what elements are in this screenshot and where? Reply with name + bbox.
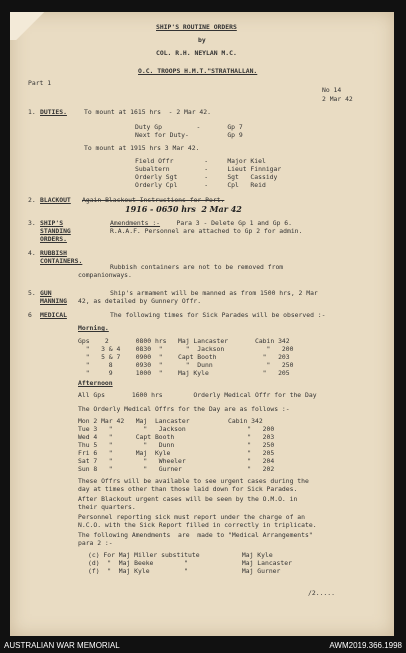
document-title: SHIP'S ROUTINE ORDERS bbox=[156, 23, 237, 31]
section-6-number: 6 bbox=[28, 311, 32, 319]
section-4-title-1: RUBBISH bbox=[40, 249, 67, 257]
rubbish-line-2: companionways. bbox=[78, 271, 132, 279]
part-number: Part 1 bbox=[28, 79, 52, 87]
section-4-number: 4. bbox=[28, 249, 36, 257]
gun-line-2: 42, as detailed by Gunnery Offr. bbox=[78, 297, 202, 305]
section-3-title-3: ORDERS. bbox=[40, 235, 67, 243]
medical-para-8: para 2 :- bbox=[78, 539, 113, 547]
orderly-row: Thu 5 " " Dunn " 250 bbox=[78, 441, 275, 449]
amendment-line-1: Para 3 - Delete Gp 1 and Gp 6. bbox=[165, 219, 292, 227]
medical-para-6: N.C.O. with the Sick Report filled in correctly in triplicate. bbox=[78, 521, 317, 529]
medical-intro: The following times for Sick Parades will be observed :- bbox=[110, 311, 326, 319]
medical-para-7: The following Amendments are made to "Medical Arrangements" bbox=[78, 531, 313, 539]
medical-para-3: After Blackout urgent cases will be seen by the O.M.O. in bbox=[78, 495, 298, 503]
duties-mount-2: To mount at 1915 hrs 3 Mar 42. bbox=[84, 144, 200, 152]
order-number: No 14 bbox=[322, 86, 342, 94]
morning-heading: Morning. bbox=[78, 324, 109, 332]
duty-group: Duty Gp - Gp 7 bbox=[135, 123, 243, 131]
section-5-title-1: GUN bbox=[40, 289, 52, 297]
amendment-row: (c) For Maj Miller substitute Maj Kyle bbox=[88, 551, 273, 559]
section-3-title-2: STANDING bbox=[40, 227, 71, 235]
morning-row: " 9 1000 " Maj Kyle " 205 bbox=[78, 369, 290, 377]
section-1-title: DUTIES. bbox=[40, 108, 67, 116]
orderly-row: Tue 3 " " Jackson " 200 bbox=[78, 425, 275, 433]
section-2-number: 2. bbox=[28, 196, 36, 204]
section-5-title-2: MANNING bbox=[40, 297, 67, 305]
archive-reference: AWM2019.366.1998 bbox=[329, 641, 402, 650]
rubbish-line-1: Rubbish containers are not to be removed from bbox=[110, 263, 284, 271]
oc-troops-line: O.C. TROOPS H.M.T."STRATHALLAN. bbox=[138, 67, 258, 75]
document-page bbox=[10, 12, 394, 636]
orderly-intro: The Orderly Medical Offrs for the Day are as follows :- bbox=[78, 405, 290, 413]
orderly-sgt: Orderly Sgt - Sgt Cassidy bbox=[135, 173, 278, 181]
orderly-row: Mon 2 Mar 42 Maj Lancaster Cabin 342 bbox=[78, 417, 263, 425]
folded-corner bbox=[10, 12, 52, 40]
amendment-line-2: R.A.A.F. Personnel are attached to Gp 2 for admin. bbox=[110, 227, 303, 235]
archive-name: AUSTRALIAN WAR MEMORIAL bbox=[4, 641, 120, 650]
section-4-title-2: CONTAINERS. bbox=[40, 257, 83, 265]
afternoon-heading: Afternoon bbox=[78, 379, 113, 387]
gun-line-1: Ship's armament will be manned as from 1500 hrs, 2 Mar bbox=[110, 289, 318, 297]
subaltern: Subaltern - Lieut Finnigar bbox=[135, 165, 282, 173]
commander-name: COL. R.H. NEYLAN M.C. bbox=[156, 49, 237, 57]
morning-row: " 5 & 7 0900 " Capt Booth " 203 bbox=[78, 353, 290, 361]
medical-para-2: day at times other than those laid down for Sick Parades. bbox=[78, 485, 298, 493]
by-line: by bbox=[198, 36, 206, 44]
section-6-title: MEDICAL bbox=[40, 311, 67, 319]
section-1-number: 1. bbox=[28, 108, 36, 116]
morning-row: " 8 0930 " " Dunn " 250 bbox=[78, 361, 294, 369]
continued-marker: /2..... bbox=[308, 589, 335, 597]
amendments-label: Amendments :- bbox=[110, 219, 161, 227]
section-5-number: 5. bbox=[28, 289, 36, 297]
duties-mount-1: To mount at 1615 hrs - 2 Mar 42. bbox=[84, 108, 211, 116]
medical-para-4: their quarters. bbox=[78, 503, 136, 511]
amendment-row: (f) " Maj Kyle " Maj Gurner bbox=[88, 567, 281, 575]
orderly-row: Wed 4 " Capt Booth " 203 bbox=[78, 433, 275, 441]
section-2-title: BLACKOUT bbox=[40, 196, 71, 204]
afternoon-line: All Gps 1600 hrs Orderly Medical Offr for the Day bbox=[78, 391, 317, 399]
orderly-cpl: Orderly Cpl - Cpl Reid bbox=[135, 181, 266, 189]
order-date: 2 Mar 42 bbox=[322, 95, 353, 103]
orderly-row: Sun 8 " " Gurner " 202 bbox=[78, 465, 275, 473]
blackout-struck-text: Again Blackout Instructions for Port. bbox=[82, 196, 225, 204]
medical-para-5: Personnel reporting sick must report under the charge of an bbox=[78, 513, 306, 521]
morning-row: " 3 & 4 0830 " " Jackson " 200 bbox=[78, 345, 294, 353]
blackout-handwritten-times: 1916 - 0650 hrs 2 Mar 42 bbox=[125, 204, 242, 214]
medical-para-1: These Offrs will be available to see urgent cases during the bbox=[78, 477, 309, 485]
orderly-row: Sat 7 " " Wheeler " 204 bbox=[78, 457, 275, 465]
field-offr: Field Offr - Major Kiel bbox=[135, 157, 266, 165]
section-3-number: 3. bbox=[28, 219, 36, 227]
amendment-row: (d) " Maj Beeke " Maj Lancaster bbox=[88, 559, 292, 567]
morning-row: Gps 2 0800 hrs Maj Lancaster Cabin 342 bbox=[78, 337, 290, 345]
footer-bar bbox=[0, 638, 406, 653]
next-duty-group: Next for Duty- Gp 9 bbox=[135, 131, 243, 139]
orderly-row: Fri 6 " Maj Kyle " 205 bbox=[78, 449, 275, 457]
section-3-title-1: SHIP'S bbox=[40, 219, 64, 227]
